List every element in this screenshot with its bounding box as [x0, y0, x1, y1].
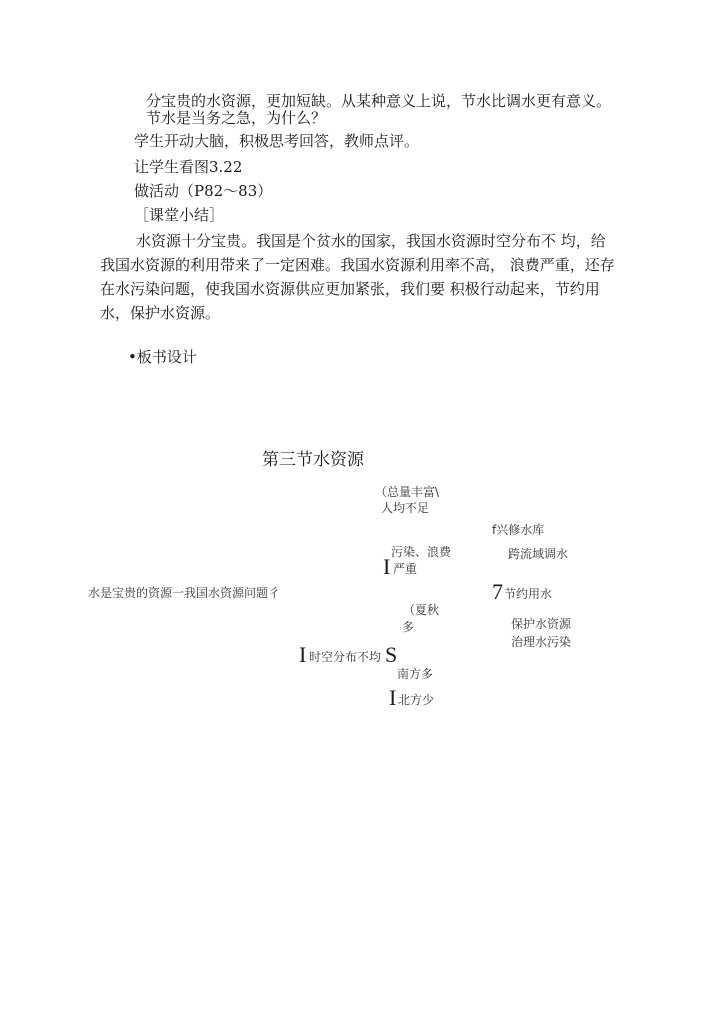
node-treat: 治理水污染: [511, 635, 572, 649]
node-south: 南方多: [397, 667, 434, 681]
node-summer: （夏秋: [403, 603, 440, 617]
board-design-label: •板书设计: [128, 348, 197, 366]
node-north: 北方少: [398, 693, 435, 707]
text-line-1: 分宝贵的水资源，更加短缺。从某种意义上说，节水比调水更有意义。: [146, 92, 612, 110]
node-reservoir: f兴修水库: [492, 523, 545, 537]
node-protect: 保护水资源: [511, 617, 572, 631]
text-line-5: 做活动（P82～83）: [134, 182, 273, 200]
text-line-4: 让学生看图3.22: [134, 158, 243, 176]
bracket-glyph-1: I: [383, 554, 391, 579]
bracket-glyph-3: I: [389, 685, 397, 710]
node-save-water: 节约用水: [504, 587, 553, 601]
text-line-2: 节水是当务之急，为什么？: [146, 109, 327, 127]
node-total: （总量丰富\: [375, 485, 440, 499]
bracket-glyph-7: 7: [492, 579, 503, 604]
node-many: 多: [402, 620, 415, 634]
bracket-glyph-s: S: [385, 642, 398, 667]
summary-text: 水资源十分宝贵。我国是个贫水的国家，我国水资源时空分布不 均，给我国水资源的利用带来了一定困难。我国水资源利用率不高， 浪费严重，还存在水污染问题，使我国水资源供应更加紧张，我们要 积极行动起来，节约用水，保护水资源。: [100, 232, 615, 322]
summary-paragraph: [100, 229, 620, 325]
node-per-capita: 人均不足: [381, 501, 430, 515]
node-pollution: 污染、浪费: [391, 545, 452, 559]
node-uneven: 时空分布不均: [309, 650, 382, 664]
root-node: 水是宝贵的资源一我国水资源问题彳: [88, 586, 281, 600]
node-serious: 严重: [393, 562, 418, 576]
bracket-glyph-2: I: [299, 642, 307, 667]
board-title: 第三节水资源: [262, 450, 364, 470]
section-heading: ［课堂小结］: [134, 206, 225, 224]
node-transfer: 跨流域调水: [508, 547, 569, 561]
text-line-3: 学生开动大脑，积极思考回答，教师点评。: [134, 132, 420, 150]
